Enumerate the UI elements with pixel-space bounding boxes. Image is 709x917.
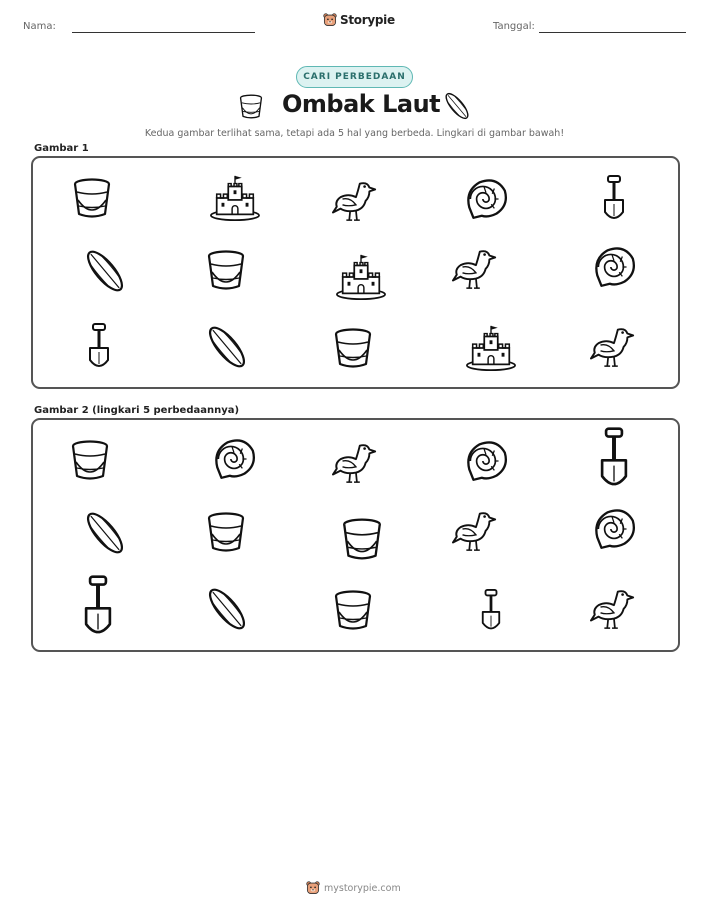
shovel-icon [86,322,112,372]
name-label: Nama: [23,21,56,32]
date-field[interactable] [539,32,686,33]
shovel-icon[interactable] [597,426,631,492]
footer-url[interactable]: mystorypie.com [324,882,401,894]
storypie-bear-icon [306,881,320,895]
bucket-icon [238,93,264,120]
activity-badge: CARI PERBEDAAN [296,66,413,88]
seashell-icon [591,244,637,290]
brand-name: Storypie [340,13,395,27]
bucket-icon [205,248,247,292]
sandcastle-icon [209,174,261,222]
bucket-icon[interactable] [205,510,247,554]
surfboard-icon [79,246,131,296]
brand-logo [323,13,395,27]
page-title: Ombak Laut [282,90,441,118]
seashell-icon[interactable] [211,436,257,482]
sandcastle-icon [335,253,387,301]
storypie-bear-icon [323,13,337,27]
seashell-icon [463,176,509,222]
sandcastle-icon [465,324,517,372]
seagull-icon[interactable] [331,438,379,486]
date-label: Tanggal: [493,21,535,32]
picture-1-label: Gambar 1 [34,143,89,154]
seagull-icon[interactable] [451,506,499,554]
surfboard-icon [201,322,253,372]
seashell-icon[interactable] [591,506,637,552]
surfboard-icon [440,90,474,122]
picture-1-panel [31,156,680,389]
name-field[interactable] [72,32,255,33]
footer [306,881,401,895]
bucket-icon[interactable] [69,438,111,482]
bucket-icon [71,176,113,220]
seashell-icon[interactable] [463,438,509,484]
surfboard-icon[interactable] [201,584,253,634]
picture-2-panel[interactable] [31,418,680,652]
bucket-icon[interactable] [340,516,384,562]
bucket-icon[interactable] [332,588,374,632]
bucket-icon [332,326,374,370]
picture-2-label: Gambar 2 (lingkari 5 perbedaannya) [34,405,240,416]
surfboard-icon[interactable] [79,508,131,558]
shovel-icon[interactable] [480,588,502,634]
instructions: Kedua gambar terlihat sama, tetapi ada 5 hal yang berbeda. Lingkari di gambar bawah! [144,128,565,139]
shovel-icon[interactable] [81,574,115,640]
seagull-icon[interactable] [589,584,637,632]
seagull-icon [451,244,499,292]
seagull-icon [589,322,637,370]
seagull-icon [331,176,379,224]
shovel-icon [601,174,627,224]
